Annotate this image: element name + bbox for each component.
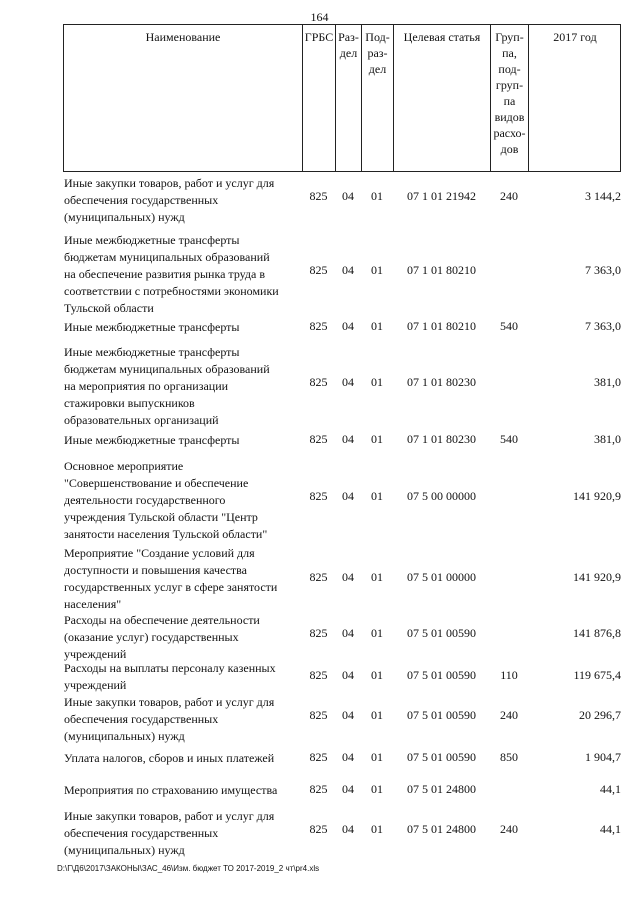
row-name-line: Уплата налогов, сборов и иных платежей (64, 751, 275, 765)
cell-pr: 01 (371, 375, 383, 389)
cell-grbs: 825 (309, 432, 328, 446)
cell-vr: 540 (500, 319, 518, 333)
row-name-line: обеспечения государственных (64, 826, 219, 840)
page-number: 164 (310, 10, 329, 24)
header-vid: Груп- па, под- груп- па видов расхо- дов (491, 25, 529, 171)
cell-grbs: 825 (309, 319, 328, 333)
row-name-line: государственных услуг в сфере занятости (64, 580, 278, 594)
cell-grbs: 825 (309, 189, 328, 203)
row-name-line: (муниципальных) нужд (64, 729, 185, 743)
cell-cs: 07 5 00 00000 (407, 489, 476, 503)
cell-vr: 240 (500, 189, 518, 203)
row-name (64, 660, 302, 694)
cell-vr: 850 (500, 750, 518, 764)
cell-grbs: 825 (309, 750, 328, 764)
cell-amount: 119 675,4 (573, 668, 621, 682)
cell-pr: 01 (371, 570, 383, 584)
cell-pr: 01 (371, 750, 383, 764)
row-name (64, 344, 302, 429)
row-name-line: стажировки выпускников (64, 396, 195, 410)
row-name-line: обеспечения государственных (64, 193, 219, 207)
row-name (64, 319, 302, 336)
cell-grbs: 825 (309, 668, 328, 682)
row-name-line: Иные межбюджетные трансферты (64, 433, 240, 447)
cell-grbs: 825 (309, 782, 328, 796)
row-name-line: Иные межбюджетные трансферты (64, 233, 240, 247)
cell-cs: 07 5 01 00590 (407, 750, 476, 764)
header-grbs: ГРБС (303, 25, 336, 171)
row-name-line: "Совершенствование и обеспечение (64, 476, 249, 490)
cell-amount: 3 144,2 (585, 189, 621, 203)
cell-rz: 04 (342, 189, 354, 203)
cell-rz: 04 (342, 319, 354, 333)
cell-amount: 1 904,7 (585, 750, 621, 764)
row-name (64, 782, 302, 799)
cell-grbs: 825 (309, 375, 328, 389)
cell-cs: 07 5 01 00590 (407, 668, 476, 682)
row-name-line: Основное мероприятие (64, 459, 184, 473)
cell-amount: 141 920,9 (573, 570, 621, 584)
cell-amount: 7 363,0 (585, 263, 621, 277)
cell-cs: 07 1 01 80210 (407, 319, 476, 333)
cell-grbs: 825 (309, 570, 328, 584)
cell-amount: 7 363,0 (585, 319, 621, 333)
cell-pr: 01 (371, 782, 383, 796)
cell-cs: 07 1 01 21942 (407, 189, 476, 203)
row-name-line: (муниципальных) нужд (64, 210, 185, 224)
cell-rz: 04 (342, 668, 354, 682)
row-name (64, 232, 302, 317)
cell-rz: 04 (342, 822, 354, 836)
row-name (64, 175, 302, 226)
cell-grbs: 825 (309, 489, 328, 503)
row-name-line: бюджетам муниципальных образований (64, 362, 270, 376)
row-name-line: (муниципальных) нужд (64, 843, 185, 857)
cell-rz: 04 (342, 375, 354, 389)
cell-cs: 07 5 01 24800 (407, 822, 476, 836)
cell-vr: 240 (500, 822, 518, 836)
table-header (63, 24, 621, 172)
header-target: Целевая статья (394, 25, 491, 171)
cell-amount: 141 876,8 (573, 626, 621, 640)
cell-cs: 07 1 01 80210 (407, 263, 476, 277)
row-name-line: бюджетам муниципальных образований (64, 250, 270, 264)
row-name-line: доступности и повышения качества (64, 563, 248, 577)
cell-rz: 04 (342, 782, 354, 796)
header-razdel: Раз- дел (336, 25, 362, 171)
row-name (64, 694, 302, 745)
cell-pr: 01 (371, 626, 383, 640)
header-year: 2017 год (553, 30, 597, 44)
row-name-line: Иные межбюджетные трансферты (64, 320, 240, 334)
row-name-line: учреждений (64, 678, 127, 692)
cell-cs: 07 5 01 24800 (407, 782, 476, 796)
row-name-line: обеспечения государственных (64, 712, 219, 726)
cell-rz: 04 (342, 570, 354, 584)
cell-rz: 04 (342, 626, 354, 640)
cell-pr: 01 (371, 822, 383, 836)
cell-pr: 01 (371, 489, 383, 503)
cell-cs: 07 5 01 00590 (407, 626, 476, 640)
row-name-line: Иные межбюджетные трансферты (64, 345, 240, 359)
cell-amount: 44,1 (600, 782, 621, 796)
row-name-line: Иные закупки товаров, работ и услуг для (64, 809, 275, 823)
file-path: D:\Г\Д6\2017\ЗАКОНЫ\ЗАС_46\Изм. бюджет ТО 2017-2019_2 чт\pr4.xls (57, 864, 320, 873)
cell-cs: 07 1 01 80230 (407, 432, 476, 446)
cell-rz: 04 (342, 708, 354, 722)
cell-grbs: 825 (309, 708, 328, 722)
row-name (64, 808, 302, 859)
cell-vr: 540 (500, 432, 518, 446)
row-name (64, 750, 302, 767)
cell-pr: 01 (371, 708, 383, 722)
row-name-line: на мероприятия по организации (64, 379, 229, 393)
row-name (64, 432, 302, 449)
cell-cs: 07 1 01 80230 (407, 375, 476, 389)
cell-pr: 01 (371, 189, 383, 203)
cell-grbs: 825 (309, 626, 328, 640)
row-name (64, 612, 302, 663)
row-name (64, 458, 302, 543)
row-name-line: учреждения Тульской области "Центр (64, 510, 258, 524)
row-name-line: занятости населения Тульской области" (64, 527, 268, 541)
row-name-line: населения" (64, 597, 122, 611)
cell-grbs: 825 (309, 822, 328, 836)
cell-rz: 04 (342, 750, 354, 764)
row-name-line: соответствии с потребностями экономики (64, 284, 279, 298)
cell-amount: 381,0 (594, 375, 621, 389)
cell-cs: 07 5 01 00000 (407, 570, 476, 584)
row-name-line: Иные закупки товаров, работ и услуг для (64, 695, 275, 709)
row-name-line: на обеспечение развития рынка труда в (64, 267, 265, 281)
row-name-line: Расходы на обеспечение деятельности (64, 613, 260, 627)
cell-vr: 240 (500, 708, 518, 722)
row-name-line: деятельности государственного (64, 493, 226, 507)
row-name-line: Иные закупки товаров, работ и услуг для (64, 176, 275, 190)
row-name-line: Мероприятие "Создание условий для (64, 546, 255, 560)
row-name-line: Мероприятия по страхованию имущества (64, 783, 278, 797)
cell-pr: 01 (371, 668, 383, 682)
cell-cs: 07 5 01 00590 (407, 708, 476, 722)
header-name: Наименование (64, 25, 303, 171)
header-podrazdel: Под- раз- дел (362, 25, 394, 171)
cell-pr: 01 (371, 319, 383, 333)
cell-rz: 04 (342, 432, 354, 446)
row-name-line: Тульской области (64, 301, 154, 315)
cell-amount: 141 920,9 (573, 489, 621, 503)
row-name-line: образовательных организаций (64, 413, 219, 427)
row-name (64, 545, 302, 613)
row-name-line: (оказание услуг) государственных (64, 630, 239, 644)
cell-grbs: 825 (309, 263, 328, 277)
cell-amount: 20 296,7 (579, 708, 621, 722)
row-name-line: Расходы на выплаты персоналу казенных (64, 661, 276, 675)
row-name-line: учреждений (64, 647, 127, 661)
cell-vr: 110 (500, 668, 518, 682)
cell-amount: 44,1 (600, 822, 621, 836)
cell-amount: 381,0 (594, 432, 621, 446)
cell-rz: 04 (342, 263, 354, 277)
cell-pr: 01 (371, 432, 383, 446)
cell-rz: 04 (342, 489, 354, 503)
cell-pr: 01 (371, 263, 383, 277)
